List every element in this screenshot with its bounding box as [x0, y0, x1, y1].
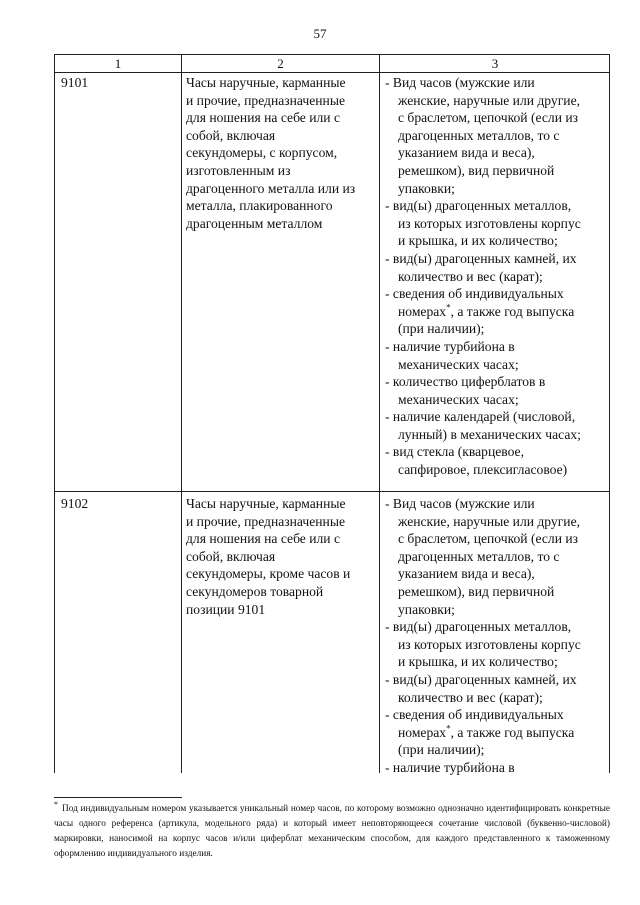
- description-line: драгоценным металлом: [186, 215, 323, 231]
- info-line: женские, наручные или другие,: [398, 513, 581, 529]
- info-line: - сведения об индивидуальных: [385, 707, 564, 723]
- row-info-list: [385, 495, 581, 777]
- row-info-list: [385, 74, 581, 479]
- info-line: указанием вида и веса),: [398, 566, 535, 582]
- info-line: - Вид часов (мужские или: [385, 75, 535, 90]
- info-line: указанием вида и веса),: [398, 145, 535, 161]
- info-line: с браслетом, цепочкой (если из: [398, 110, 579, 126]
- description-line: собой, включая: [186, 127, 276, 143]
- description-line: и прочие, предназначенные: [186, 513, 346, 529]
- column-header-2: 2: [277, 56, 284, 71]
- info-line: ремешком), вид первичной: [398, 583, 555, 599]
- info-line: и крышка, и их количество;: [398, 233, 558, 249]
- column-header-3: 3: [491, 56, 499, 71]
- info-line: (при наличии);: [398, 321, 485, 337]
- description-line: Часы наручные, карманные: [186, 496, 346, 511]
- info-line: - Вид часов (мужские или: [385, 496, 535, 511]
- description-line: секундомеров товарной: [186, 583, 324, 599]
- row-code-9101: 9101: [61, 75, 89, 90]
- row-description: [186, 74, 355, 232]
- info-line: механических часах;: [398, 391, 519, 407]
- info-line: драгоценных металлов, то с: [398, 548, 560, 564]
- info-line: - сведения об индивидуальных: [385, 286, 564, 302]
- info-line: из которых изготовлены корпус: [398, 215, 581, 231]
- column-divider: [379, 55, 380, 773]
- description-line: металла, плакированного: [186, 198, 333, 214]
- goods-table: [54, 54, 610, 773]
- row-divider: [55, 491, 609, 492]
- info-line: и крышка, и их количество;: [398, 654, 558, 670]
- info-line: - вид(ы) драгоценных камней, их: [385, 671, 577, 687]
- info-line: - наличие турбийона в: [385, 338, 515, 354]
- row-code-9102: 9102: [61, 496, 89, 511]
- page-number: 57: [313, 26, 327, 41]
- info-line: упаковки;: [398, 601, 455, 617]
- description-line: секундомеры, кроме часов и: [186, 566, 351, 582]
- info-line: количество и вес (карат);: [398, 689, 543, 705]
- info-line: - вид(ы) драгоценных камней, их: [385, 250, 577, 266]
- info-line: номерах*, а также год выпуска: [398, 723, 575, 740]
- info-line: механических часах;: [398, 356, 519, 372]
- footnote: [54, 799, 610, 862]
- info-line: с браслетом, цепочкой (если из: [398, 531, 579, 547]
- column-header-1: 1: [114, 56, 122, 71]
- description-line: для ношения на себе или с: [186, 531, 340, 547]
- footnote-marker: *: [54, 799, 58, 809]
- info-line: - вид(ы) драгоценных металлов,: [385, 198, 572, 214]
- info-line: сапфировое, плексигласовое): [398, 462, 568, 478]
- info-line: из которых изготовлены корпус: [398, 636, 581, 652]
- info-line: - вид стекла (кварцевое,: [385, 444, 524, 460]
- row-description: [186, 495, 350, 618]
- info-line: лунный) в механических часах;: [398, 426, 581, 442]
- info-line: - наличие календарей (числовой,: [385, 409, 576, 425]
- info-line: - наличие турбийона в: [385, 759, 515, 775]
- description-line: драгоценного металла или из: [186, 180, 356, 196]
- description-line: секундомеры, с корпусом,: [186, 145, 338, 161]
- info-line: ремешком), вид первичной: [398, 162, 555, 178]
- info-line: номерах*, а также год выпуска: [398, 302, 575, 319]
- description-line: собой, включая: [186, 548, 276, 564]
- info-line: - количество циферблатов в: [385, 374, 546, 390]
- column-divider: [181, 55, 182, 773]
- info-line: драгоценных металлов, то с: [398, 127, 560, 143]
- info-line: (при наличии);: [398, 742, 485, 758]
- info-line: количество и вес (карат);: [398, 268, 543, 284]
- footnote-rule: [54, 797, 182, 798]
- header-divider: [55, 72, 609, 73]
- description-line: Часы наручные, карманные: [186, 75, 346, 90]
- description-line: изготовленным из: [186, 162, 291, 178]
- info-line: упаковки;: [398, 180, 455, 196]
- footnote-text: Под индивидуальным номером указывается уникальный номер часов, по которому возможно однозначно идентифицировать конкретные часы одного референса (артикула, модельного ряда) и который имеет неповторяющееся сочетание числовой (буквенно-числовой) маркировки, наносимой на корпус часов и/или циферблат механическим способом, для каждого представленного к таможенному оформлению индивидуального изделия.: [54, 804, 610, 859]
- description-line: и прочие, предназначенные: [186, 92, 346, 108]
- description-line: позиции 9101: [186, 601, 266, 617]
- info-line: женские, наручные или другие,: [398, 92, 581, 108]
- info-line: - вид(ы) драгоценных металлов,: [385, 619, 572, 635]
- description-line: для ношения на себе или с: [186, 110, 340, 126]
